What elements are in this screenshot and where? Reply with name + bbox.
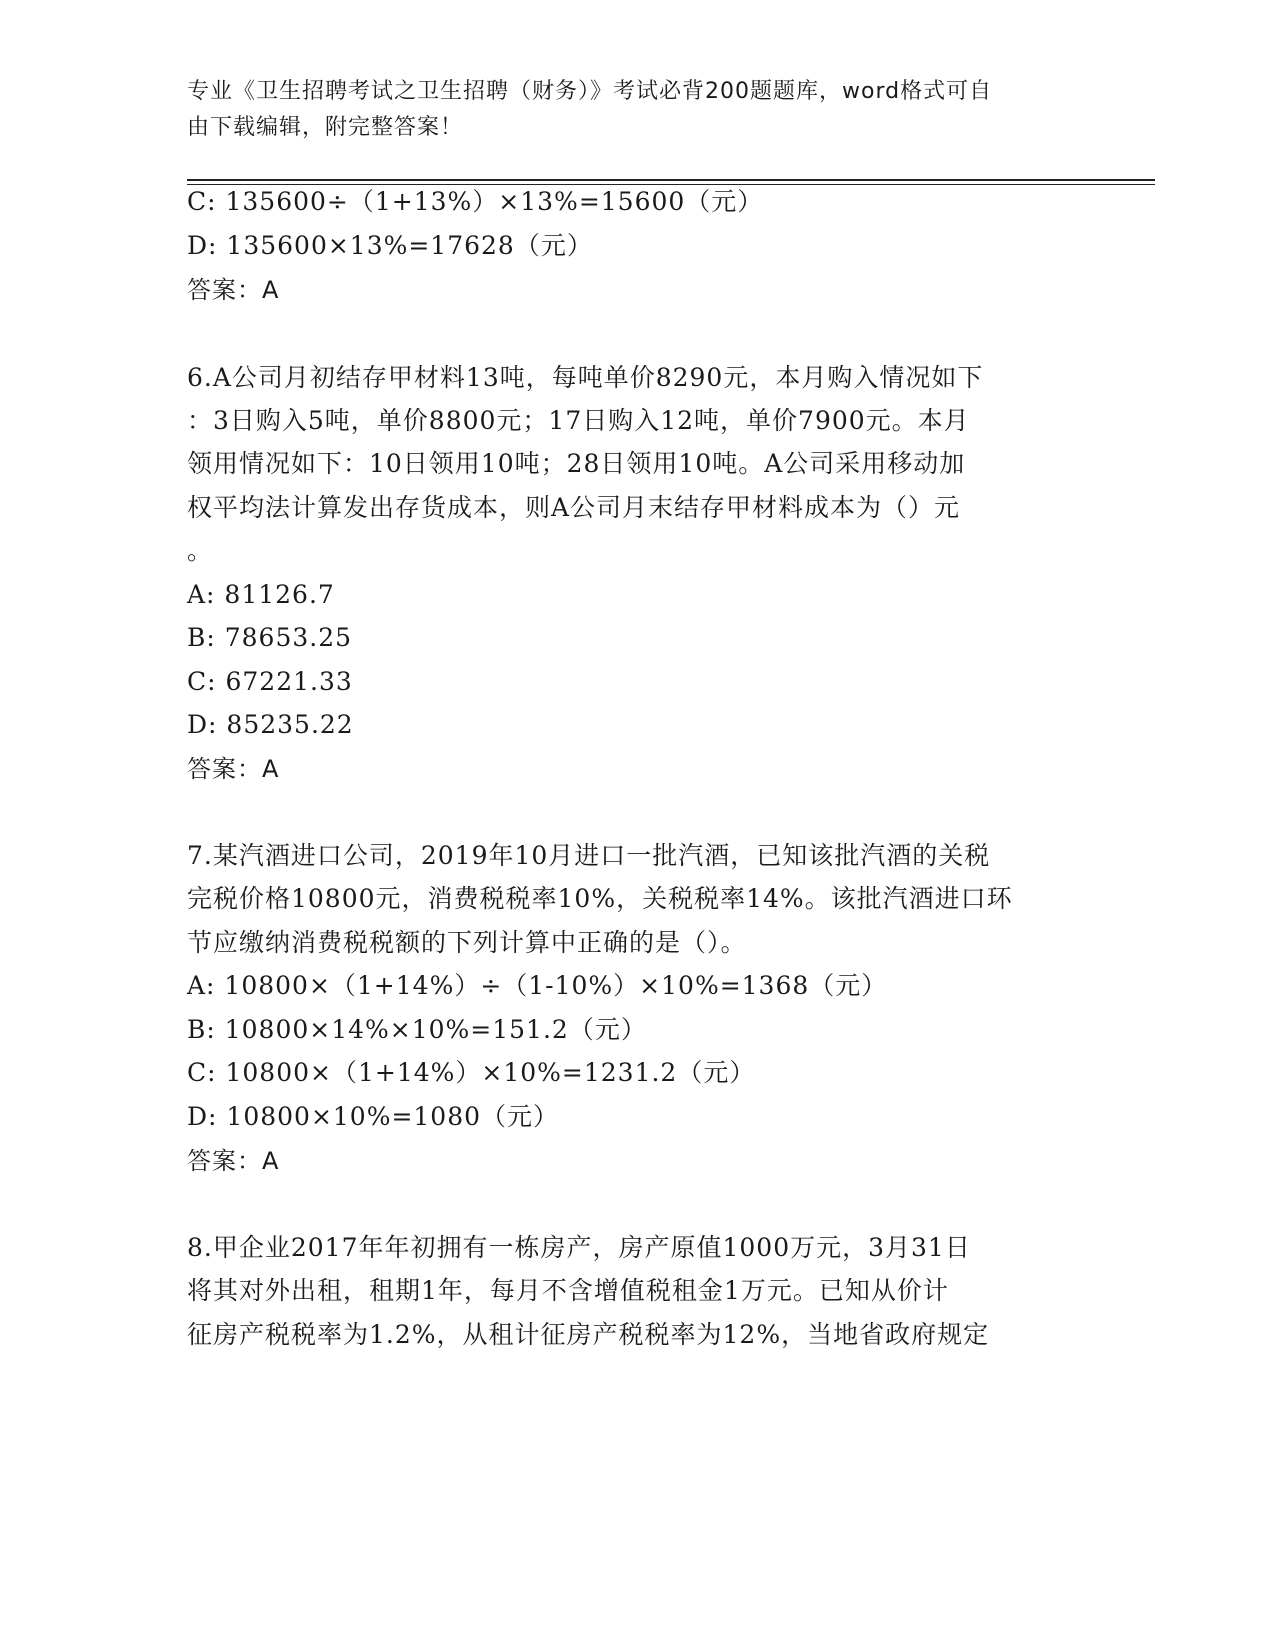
q6-stem-line-5: 。 xyxy=(187,536,214,565)
document-header xyxy=(187,74,1087,146)
q7-option-a: A: 10800×（1+14%）÷（1-10%）×10%=1368（元） xyxy=(187,971,888,1000)
q7-answer: 答案：A xyxy=(187,1147,280,1175)
q6-option-c: C: 67221.33 xyxy=(187,667,353,696)
q7-option-b: B: 10800×14%×10%=151.2（元） xyxy=(187,1015,647,1044)
q8-stem-line-2: 将其对外出租，租期1年，每月不含增值税租金1万元。已知从价计 xyxy=(187,1276,949,1305)
q5-option-c: C: 135600÷（1+13%）×13%=15600（元） xyxy=(187,187,764,216)
q5-answer: 答案：A xyxy=(187,276,280,304)
header-rule-thin xyxy=(187,184,1155,185)
q8-stem-line-1: 8.甲企业2017年年初拥有一栋房产，房产原值1000万元，3月31日 xyxy=(187,1233,971,1262)
q7-stem-line-3: 节应缴纳消费税税额的下列计算中正确的是（）。 xyxy=(187,928,747,957)
q8-stem-line-3: 征房产税税率为1.2%，从租计征房产税税率为12%，当地省政府规定 xyxy=(187,1320,990,1349)
header-line-1: 专业《卫生招聘考试之卫生招聘（财务）》考试必背200题题库，word格式可自 xyxy=(187,79,993,104)
q7-stem-line-2: 完税价格10800元，消费税税率10%，关税税率14%。该批汽酒进口环 xyxy=(187,884,1013,913)
q6-stem-line-3: 领用情况如下：10日领用10吨；28日领用10吨。A公司采用移动加 xyxy=(187,449,966,478)
header-rule-thick xyxy=(187,179,1155,181)
q6-answer: 答案：A xyxy=(187,755,280,783)
q6-option-d: D: 85235.22 xyxy=(187,710,354,739)
q6-option-a: A: 81126.7 xyxy=(187,580,335,609)
q6-stem-line-1: 6.A公司月初结存甲材料13吨，每吨单价8290元，本月购入情况如下 xyxy=(187,363,984,392)
q7-option-d: D: 10800×10%=1080（元） xyxy=(187,1102,560,1131)
q6-stem-line-4: 权平均法计算发出存货成本，则A公司月末结存甲材料成本为（）元 xyxy=(187,493,961,522)
q5-option-d: D: 135600×13%=17628（元） xyxy=(187,231,593,260)
header-line-2: 由下载编辑，附完整答案！ xyxy=(187,115,464,140)
q6-stem-line-2: ：3日购入5吨，单价8800元；17日购入12吨，单价7900元。本月 xyxy=(187,406,970,435)
q7-stem-line-1: 7.某汽酒进口公司，2019年10月进口一批汽酒，已知该批汽酒的关税 xyxy=(187,841,991,870)
q6-option-b: B: 78653.25 xyxy=(187,623,353,652)
q7-option-c: C: 10800×（1+14%）×10%=1231.2（元） xyxy=(187,1058,756,1087)
